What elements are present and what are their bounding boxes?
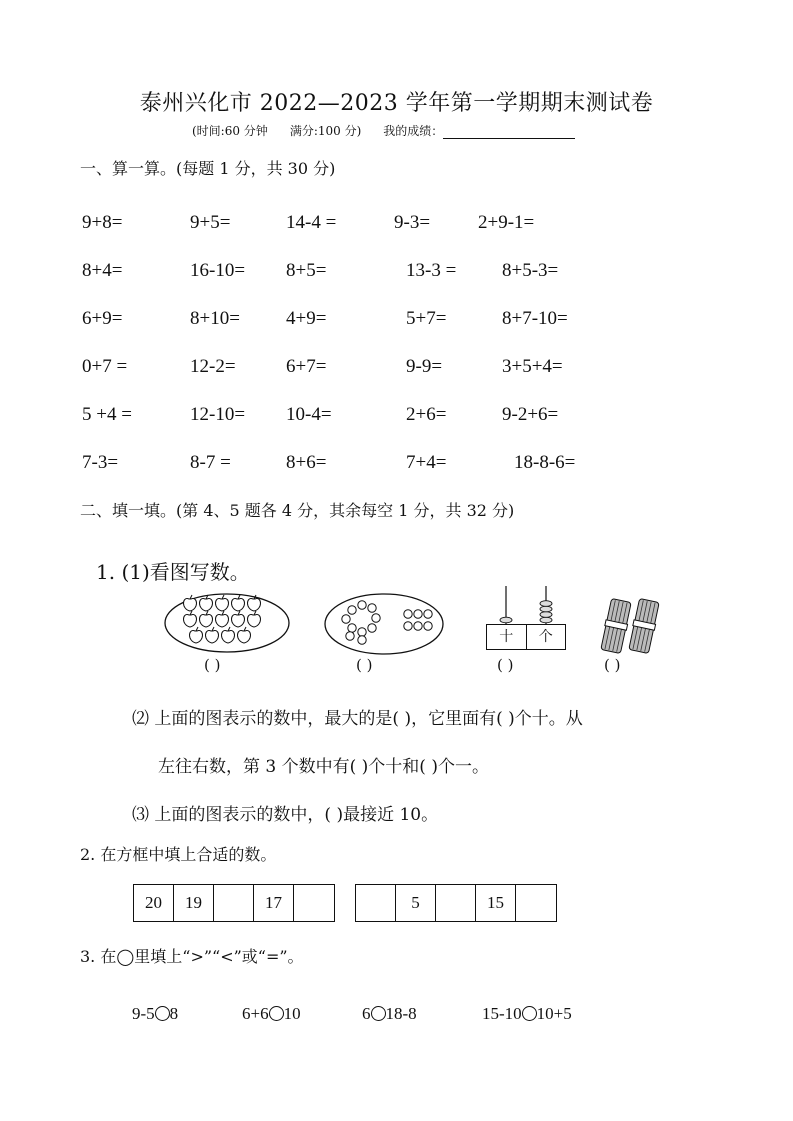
dot-mark	[368, 624, 376, 632]
abacus-beads	[500, 601, 552, 623]
calc-item: 9-9=	[406, 356, 443, 377]
calc-item: 0+7 =	[82, 356, 128, 377]
dot-mark	[414, 610, 422, 618]
calc-item: 12-10=	[190, 404, 246, 425]
number-box-group-2	[355, 884, 557, 922]
calc-item: 10-4=	[286, 404, 332, 425]
compare-circle-blank[interactable]	[371, 1006, 386, 1021]
abacus-bead	[540, 601, 552, 607]
exam-info	[192, 122, 597, 139]
calc-item: 6+9=	[82, 308, 123, 329]
abacus-rods	[486, 584, 566, 624]
number-box-empty[interactable]	[516, 885, 556, 921]
answer-blank-dots[interactable]: ( )	[356, 656, 373, 674]
calc-item: 7+4=	[406, 452, 447, 473]
answer-blank-apples[interactable]: ( )	[204, 656, 221, 674]
page-title: 泰州兴化市 2022—2023 学年第一学期期末测试卷	[139, 91, 654, 116]
stick-bundles-picture	[600, 598, 672, 656]
compare-left: 6+6	[242, 1004, 269, 1023]
dot-mark	[358, 636, 366, 644]
compare-right: 18-8	[385, 1004, 417, 1023]
apple-icon	[232, 611, 245, 627]
compare-item	[362, 1004, 417, 1024]
compare-left: 9-5	[132, 1004, 155, 1023]
dot-mark	[424, 622, 432, 630]
apple-icon	[200, 611, 213, 627]
abacus-bead	[540, 606, 552, 612]
stick-bundle	[628, 598, 660, 653]
compare-item	[482, 1004, 572, 1024]
calc-item: 8+5=	[286, 260, 327, 281]
stick-bundle	[600, 598, 632, 653]
dot-mark	[404, 610, 412, 618]
number-box-group-1	[133, 884, 335, 922]
abacus-tens-label: 十	[487, 625, 527, 649]
my-score-blank[interactable]	[443, 126, 575, 139]
apples-picture	[162, 592, 292, 654]
calc-item: 2+6=	[406, 404, 447, 425]
number-box-empty[interactable]	[214, 885, 254, 921]
calc-item: 9+8=	[82, 212, 123, 233]
calc-item: 9-3=	[394, 212, 431, 233]
number-box: 17	[254, 885, 294, 921]
compare-item	[132, 1004, 178, 1024]
abacus-bead	[540, 617, 552, 623]
abacus-bead	[500, 617, 512, 623]
compare-right: 10+5	[536, 1004, 572, 1023]
number-box: 19	[174, 885, 214, 921]
dot-mark	[358, 628, 366, 636]
apple-icon	[216, 611, 229, 627]
compare-circle-blank[interactable]	[269, 1006, 284, 1021]
apple-icon	[248, 611, 261, 627]
number-box: 15	[476, 885, 516, 921]
abacus-base	[486, 624, 566, 650]
calc-item: 8+7-10=	[502, 308, 568, 329]
apple-icon	[190, 627, 203, 643]
dot-mark	[348, 606, 356, 614]
dot-mark	[342, 615, 350, 623]
apple-icon	[184, 595, 197, 611]
compare-right: 8	[169, 1004, 179, 1023]
stick-bundles-group	[600, 598, 660, 653]
section1-heading: 一、算一算。(每题 1 分，共 30 分)	[80, 159, 336, 178]
answer-blank-sticks[interactable]: ( )	[604, 656, 621, 674]
apple-icon	[206, 627, 219, 643]
dot-mark	[414, 622, 422, 630]
dot-mark	[348, 624, 356, 632]
dot-mark	[424, 610, 432, 618]
exam-full-score: 满分:100 分)	[289, 124, 362, 138]
compare-right: 10	[283, 1004, 301, 1023]
calc-item: 8+10=	[190, 308, 240, 329]
answer-blank-abacus[interactable]: ( )	[497, 656, 514, 674]
dot-mark	[346, 632, 354, 640]
number-box-empty[interactable]	[294, 885, 334, 921]
apple-icon	[200, 595, 213, 611]
calc-item: 9-2+6=	[502, 404, 559, 425]
calc-item: 2+9-1=	[478, 212, 535, 233]
calc-item: 18-8-6=	[514, 452, 576, 473]
calc-item: 8+6=	[286, 452, 327, 473]
apple-icon	[184, 611, 197, 627]
calc-item: 14-4 =	[286, 212, 337, 233]
calc-item: 12-2=	[190, 356, 236, 377]
abacus-picture	[486, 584, 566, 652]
q3-label: 3. 在◯里填上“>”“<”或“=”。	[80, 947, 304, 966]
dot-mark	[372, 614, 380, 622]
calc-item: 8-7 =	[190, 452, 231, 473]
calc-item: 8+5-3=	[502, 260, 559, 281]
number-box: 5	[396, 885, 436, 921]
compare-left: 6	[362, 1004, 371, 1023]
compare-item	[242, 1004, 301, 1024]
apple-icon	[222, 627, 235, 643]
calc-item: 7-3=	[82, 452, 119, 473]
apple-icon	[238, 627, 251, 643]
dot-mark	[358, 601, 366, 609]
dot-mark	[404, 622, 412, 630]
q1-part2-line1: ⑵ 上面的图表示的数中，最大的是( )，它里面有( )个十。从	[132, 709, 583, 729]
dots-picture	[322, 592, 446, 656]
abacus-ones-label: 个	[538, 629, 553, 645]
compare-circle-blank[interactable]	[155, 1006, 170, 1021]
calc-item: 3+5+4=	[502, 356, 563, 377]
calc-item: 5 +4 =	[82, 404, 132, 425]
compare-left: 15-10	[482, 1004, 522, 1023]
q1-part2-line2: 左往右数，第 3 个数中有( )个十和( )个一。	[158, 757, 489, 777]
calc-item: 6+7=	[286, 356, 327, 377]
calc-item: 4+9=	[286, 308, 327, 329]
number-box: 20	[134, 885, 174, 921]
q2-label: 2. 在方框中填上合适的数。	[80, 845, 277, 864]
exam-time: (时间:60 分钟	[192, 124, 268, 138]
number-box-empty[interactable]	[356, 885, 396, 921]
compare-circle-blank[interactable]	[522, 1006, 537, 1021]
my-score-label: 我的成绩：	[383, 124, 444, 138]
number-box-empty[interactable]	[436, 885, 476, 921]
calc-item: 5+7=	[406, 308, 447, 329]
section2-heading: 二、填一填。(第 4、5 题各 4 分，其余每空 1 分，共 32 分)	[80, 501, 515, 520]
apple-icon	[216, 595, 229, 611]
q1-label: 1. (1)看图写数。	[96, 560, 250, 584]
calc-item: 13-3 =	[406, 260, 457, 281]
calc-item: 16-10=	[190, 260, 246, 281]
q1-part3: ⑶ 上面的图表示的数中，( )最接近 10。	[132, 805, 439, 825]
abacus-bead	[540, 612, 552, 618]
calc-item: 9+5=	[190, 212, 231, 233]
apple-icon	[232, 595, 245, 611]
dot-mark	[368, 604, 376, 612]
apples-group	[184, 595, 261, 643]
dots-group	[342, 601, 432, 644]
calc-item: 8+4=	[82, 260, 123, 281]
